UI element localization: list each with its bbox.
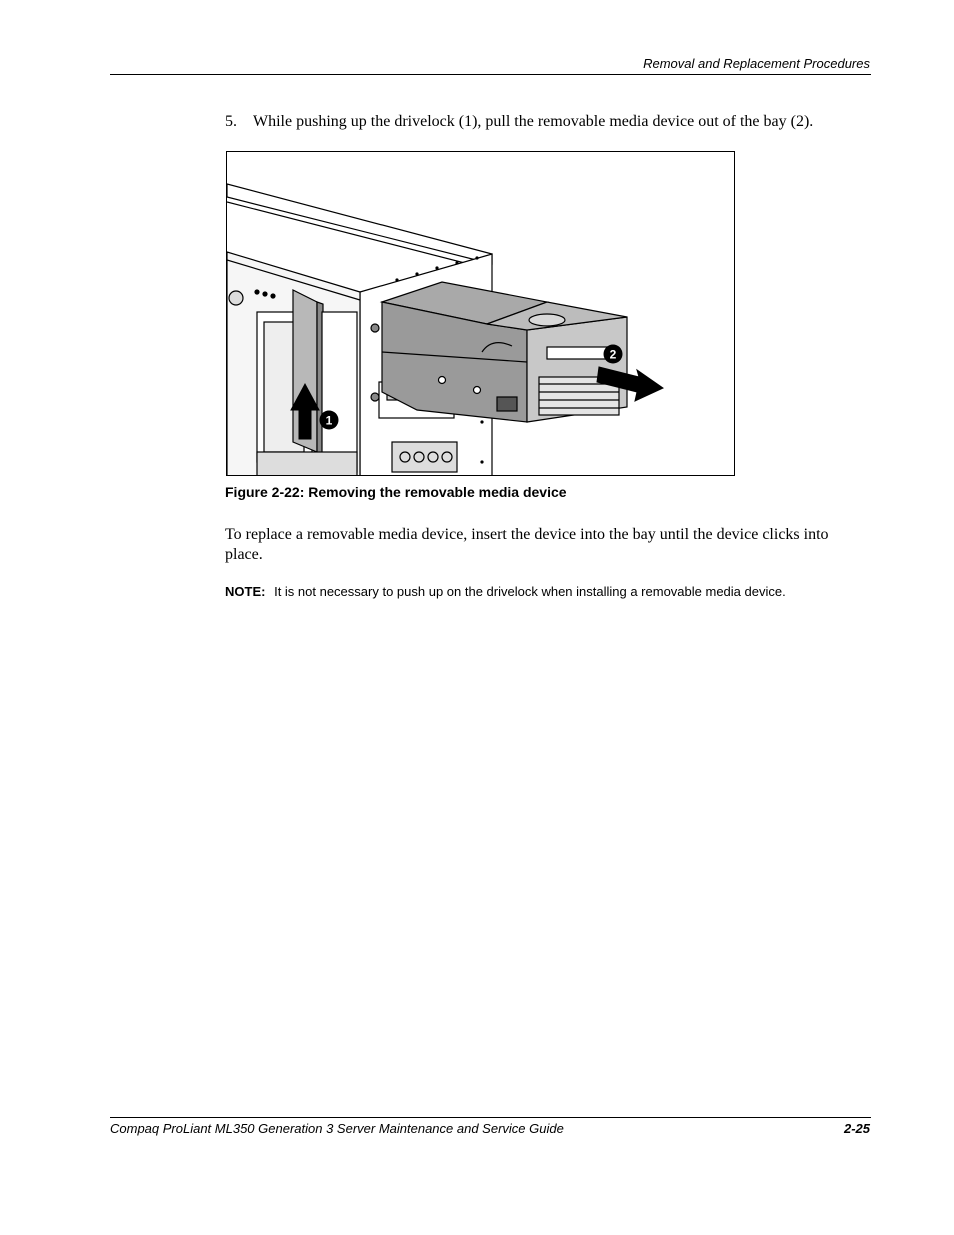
- server-drive-illustration: [227, 152, 735, 476]
- note-label: NOTE:: [225, 584, 266, 599]
- step-text: While pushing up the drivelock (1), pull the removable media device out of the bay (2).: [253, 113, 814, 130]
- note-text: It is not necessary to push up on the drivelock when installing a removable media device.: [274, 584, 786, 599]
- callout-1-label: 1: [325, 413, 333, 428]
- note-block: [225, 583, 865, 600]
- body-paragraph: To replace a removable media device, insert the device into the bay until the device clicks into place.: [225, 526, 829, 563]
- figure-caption: Figure 2-22: Removing the removable media device: [225, 484, 567, 500]
- callout-1-marker: [320, 411, 339, 430]
- footer-page-number: 2-25: [843, 1121, 870, 1136]
- running-header: Removal and Replacement Procedures: [643, 56, 870, 71]
- footer-rule: [110, 1117, 871, 1118]
- footer-guide-title: Compaq ProLiant ML350 Generation 3 Server Maintenance and Service Guide: [110, 1121, 564, 1136]
- procedure-step: [225, 112, 875, 132]
- step-number: 5.: [225, 113, 237, 130]
- header-rule: [110, 74, 871, 75]
- chassis-top-panel: [227, 184, 492, 264]
- callout-2-marker: [604, 345, 623, 364]
- removable-media-device: [382, 282, 627, 422]
- callout-2-label: 2: [609, 347, 617, 362]
- figure-illustration: [226, 151, 735, 476]
